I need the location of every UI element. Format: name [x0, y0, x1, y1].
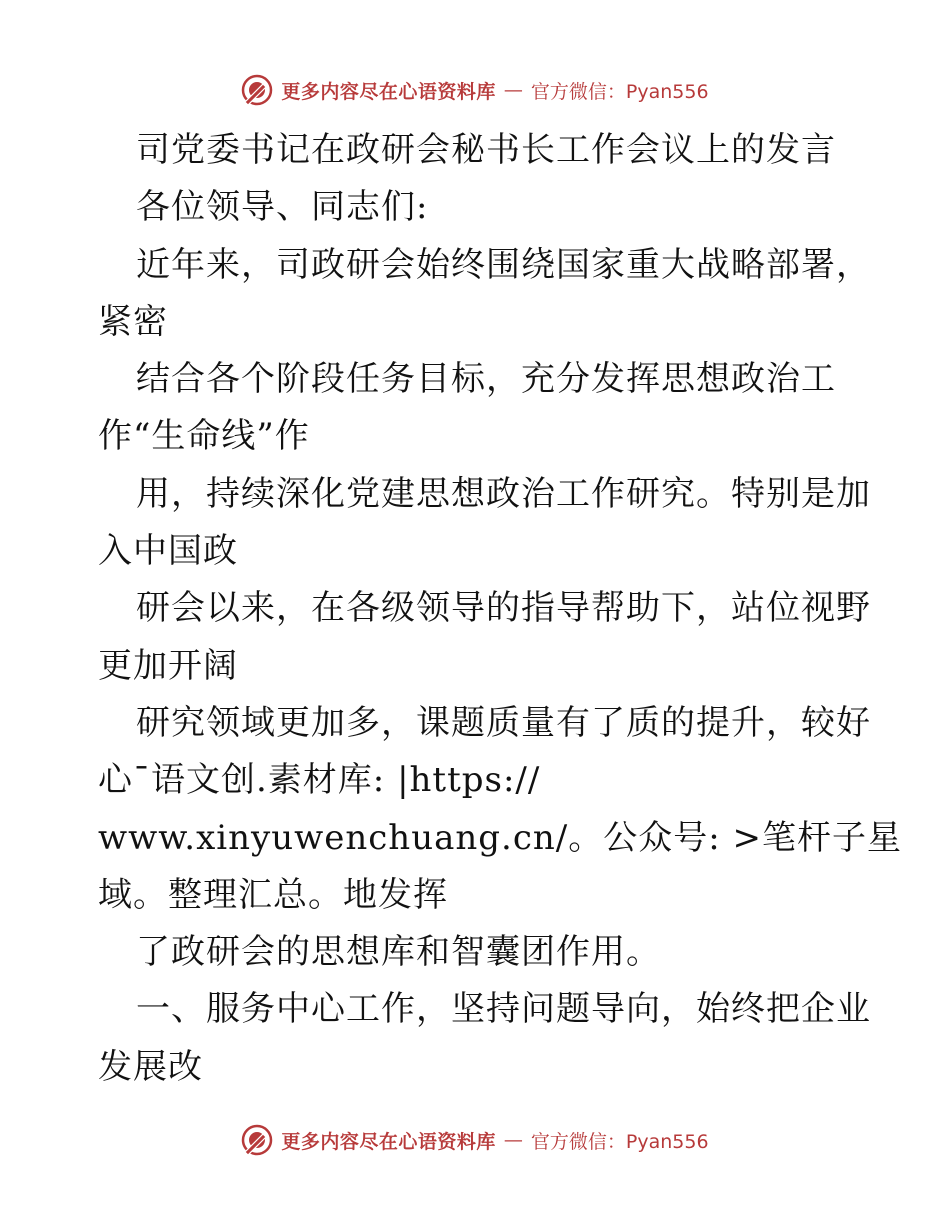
header-banner-separator: — [503, 79, 523, 101]
source-note-line: www.xinyuwenchuang.cn/。公众号: >笔杆子星 [98, 817, 902, 858]
paragraph-line: 研究领域更加多，课题质量有了质的提升，较好 [136, 702, 871, 743]
footer-banner-separator: — [503, 1129, 523, 1151]
paragraph-line: 研会以来，在各级领导的指导帮助下，站位视野 [136, 588, 871, 629]
paragraph-line: 域。整理汇总。地发挥 [98, 874, 448, 915]
paragraph-line: 近年来，司政研会始终围绕国家重大战略部署， [136, 244, 871, 285]
footer-banner-text: 更多内容尽在心语资料库 [281, 1130, 496, 1153]
pen-logo-icon [241, 1124, 273, 1156]
header-banner-text: 更多内容尽在心语资料库 [281, 80, 496, 103]
paragraph-line: 结合各个阶段任务目标，充分发挥思想政治工 [136, 359, 836, 400]
source-note-line: 心¯语文创.素材库: |https:// [98, 760, 541, 801]
paragraph-line: 紧密 [98, 301, 168, 342]
paragraph-line: 更加开阔 [98, 645, 238, 686]
paragraph-line: 发展改 [98, 1046, 203, 1087]
document-body [98, 122, 902, 1096]
paragraph-line: 用，持续深化党建思想政治工作研究。特别是加 [136, 473, 871, 514]
paragraph-line: 了政研会的思想库和智囊团作用。 [136, 932, 661, 973]
footer-watermark-banner [0, 1120, 950, 1160]
paragraph-line: 入中国政 [98, 531, 238, 572]
header-watermark-banner [0, 70, 950, 110]
pen-logo-icon [241, 74, 273, 106]
salutation: 各位领导、同志们: [136, 187, 429, 228]
section-heading: 一、服务中心工作，坚持问题导向，始终把企业 [136, 989, 871, 1030]
header-banner-contact: 官方微信：Pyan556 [530, 80, 709, 103]
paragraph-line: 作“生命线”作 [98, 416, 310, 457]
document-title: 司党委书记在政研会秘书长工作会议上的发言 [136, 130, 836, 170]
footer-banner-contact: 官方微信：Pyan556 [530, 1130, 709, 1153]
